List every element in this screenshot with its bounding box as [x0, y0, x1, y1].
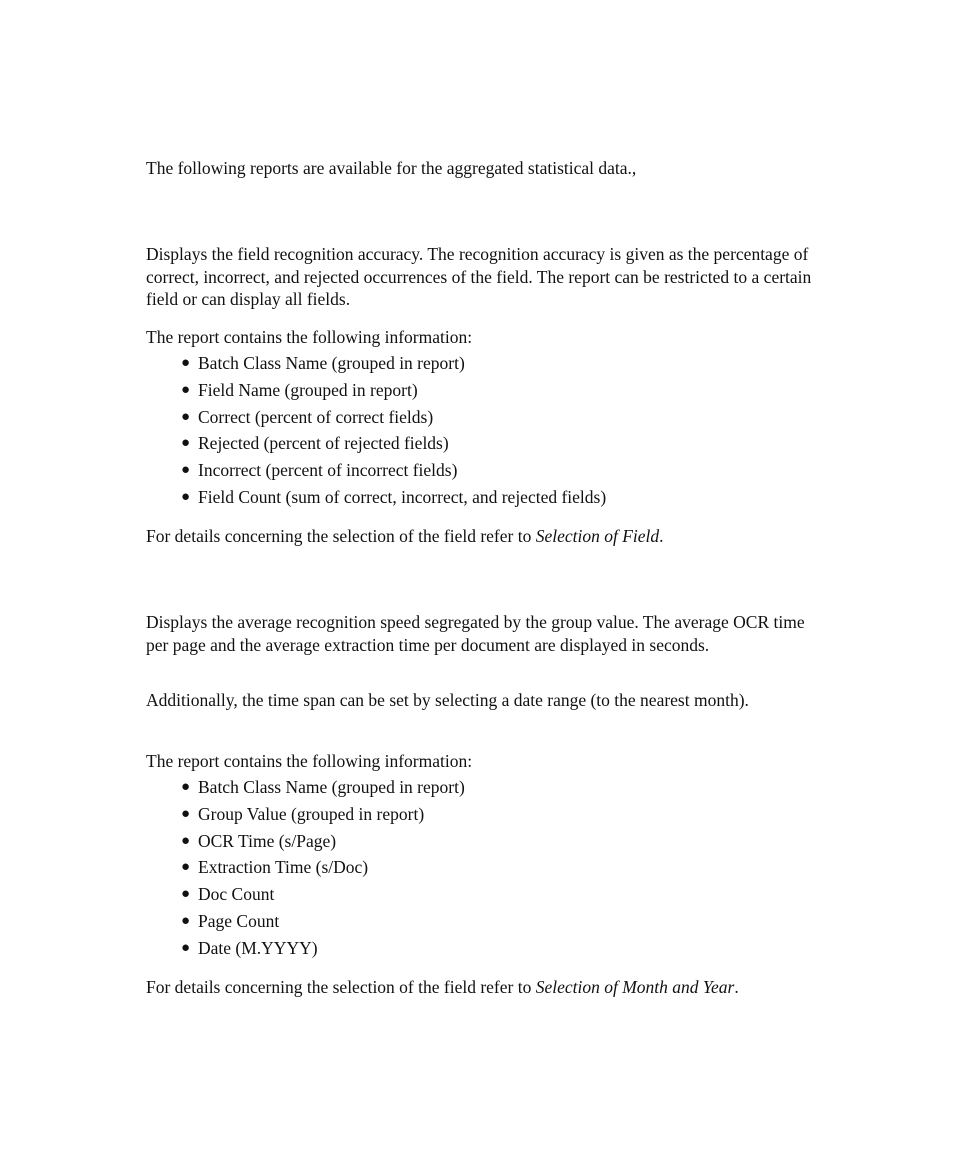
- speed-details-paragraph: [146, 976, 818, 999]
- selection-of-month-and-year-link[interactable]: Selection of Month and Year: [535, 977, 735, 997]
- speed-contains-label: The report contains the following information:: [146, 751, 473, 771]
- list-item: [146, 379, 606, 406]
- bullet-icon: ●: [181, 832, 191, 849]
- speed-additional-paragraph: Additionally, the time span can be set by selecting a date range (to the nearest month).: [146, 690, 749, 710]
- list-item-text: Incorrect (percent of incorrect fields): [198, 460, 458, 481]
- list-item: [146, 352, 606, 379]
- bullet-icon: ●: [181, 488, 191, 505]
- list-item: [146, 776, 465, 803]
- bullet-icon: ●: [181, 462, 191, 479]
- details-prefix: For details concerning the selection of the field refer to: [146, 526, 536, 546]
- intro-paragraph: The following reports are available for the aggregated statistical data.,: [146, 158, 637, 178]
- bullet-icon: ●: [181, 939, 191, 956]
- details-suffix: .: [734, 977, 739, 997]
- list-item: [146, 937, 465, 964]
- accuracy-details-paragraph: [146, 525, 818, 548]
- list-item: [146, 910, 465, 937]
- list-item: [146, 883, 465, 910]
- accuracy-description: Displays the field recognition accuracy. The recognition accuracy is given as the percentage of correct, incorrect, and rejected occurrences of the field. The report can be restricted to a certain field or can display all fields.: [146, 244, 812, 309]
- list-item-text: Date (M.YYYY): [198, 937, 318, 958]
- list-item-text: Batch Class Name (grouped in report): [198, 777, 465, 797]
- speed-description: Displays the average recognition speed segregated by the group value. The average OCR time per page and the average extraction time per document are displayed in seconds.: [146, 612, 805, 655]
- list-item: [146, 486, 606, 513]
- list-item-text: OCR Time (s/Page): [198, 830, 337, 851]
- list-item: [146, 830, 465, 857]
- list-item-text: Page Count: [198, 910, 280, 931]
- list-item-text: Correct (percent of correct fields): [198, 406, 434, 427]
- list-item: [146, 856, 465, 883]
- bullet-icon: ●: [181, 859, 191, 876]
- bullet-icon: ●: [181, 779, 191, 795]
- accuracy-info-list: [146, 352, 606, 513]
- list-item-text: Doc Count: [198, 884, 275, 905]
- bullet-icon: ●: [181, 805, 191, 822]
- list-item: [146, 459, 606, 486]
- details-suffix: .: [659, 526, 664, 546]
- list-item-text: Group Value (grouped in report): [198, 803, 425, 824]
- list-item-text: Batch Class Name (grouped in report): [198, 353, 465, 373]
- list-item-text: Rejected (percent of rejected fields): [198, 433, 449, 454]
- list-item-text: Field Name (grouped in report): [198, 379, 418, 400]
- list-item-text: Field Count (sum of correct, incorrect, and rejected fields): [198, 486, 607, 507]
- list-item: [146, 432, 606, 459]
- selection-of-field-link[interactable]: Selection of Field: [535, 526, 660, 546]
- details-prefix: For details concerning the selection of the field refer to: [146, 977, 536, 997]
- bullet-icon: ●: [181, 435, 191, 452]
- bullet-icon: ●: [181, 886, 191, 903]
- list-item: [146, 803, 465, 830]
- list-item-text: Extraction Time (s/Doc): [198, 857, 369, 878]
- bullet-icon: ●: [181, 355, 191, 371]
- accuracy-contains-label: The report contains the following information:: [146, 327, 473, 347]
- speed-info-list: [146, 776, 465, 964]
- bullet-icon: ●: [181, 381, 191, 398]
- bullet-icon: ●: [181, 912, 191, 929]
- bullet-icon: ●: [181, 408, 191, 425]
- list-item: [146, 406, 606, 433]
